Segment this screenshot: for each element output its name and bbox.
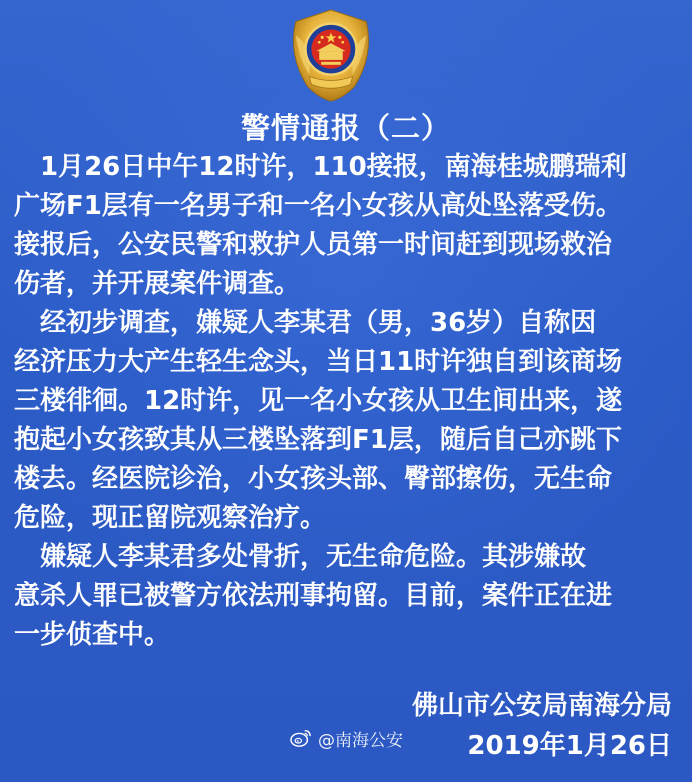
paragraph-line: 楼去。经医院诊治，小女孩头部、臀部擦伤，无生命 — [14, 464, 613, 494]
paragraph-line: 1月26日中午12时许，110接报，南海桂城鹏瑞利 — [14, 152, 627, 182]
paragraph-line: 意杀人罪已被警方依法刑事拘留。目前，案件正在进 — [14, 581, 613, 611]
watermark-text: @南海公安 — [318, 730, 403, 751]
paragraph-1 — [14, 148, 684, 304]
paragraph-line: 一步侦查中。 — [14, 620, 171, 650]
paragraph-line: 伤者，并开展案件调查。 — [14, 269, 301, 299]
paragraph-line: 经济压力大产生轻生念头，当日11时许独自到该商场 — [14, 347, 623, 377]
weibo-watermark — [290, 726, 403, 750]
paragraph-line: 广场F1层有一名男子和一名小女孩从高处坠落受伤。 — [14, 191, 622, 221]
issue-date: 2019年1月26日 — [467, 731, 672, 761]
paragraph-line: 抱起小女孩致其从三楼坠落到F1层，随后自己亦跳下 — [14, 425, 622, 455]
paragraph-3 — [14, 538, 684, 655]
signature-block — [412, 686, 672, 766]
paragraph-line: 嫌疑人李某君多处骨折，无生命危险。其涉嫌故 — [14, 542, 587, 572]
paragraph-2 — [14, 304, 684, 538]
notice-body — [14, 148, 684, 655]
weibo-icon — [290, 728, 312, 748]
issuing-organization: 佛山市公安局南海分局 — [411, 691, 672, 721]
paragraph-line: 接报后，公安民警和救护人员第一时间赶到现场救治 — [14, 230, 613, 260]
paragraph-line: 经初步调查，嫌疑人李某君（男，36岁）自称因 — [14, 308, 597, 338]
paragraph-line: 三楼徘徊。12时许，见一名小女孩从卫生间出来，遂 — [14, 386, 623, 416]
police-emblem-icon — [282, 6, 380, 104]
notice-title: 警情通报（二） — [240, 111, 451, 145]
paragraph-line: 危险，现正留院观察治疗。 — [14, 503, 327, 533]
